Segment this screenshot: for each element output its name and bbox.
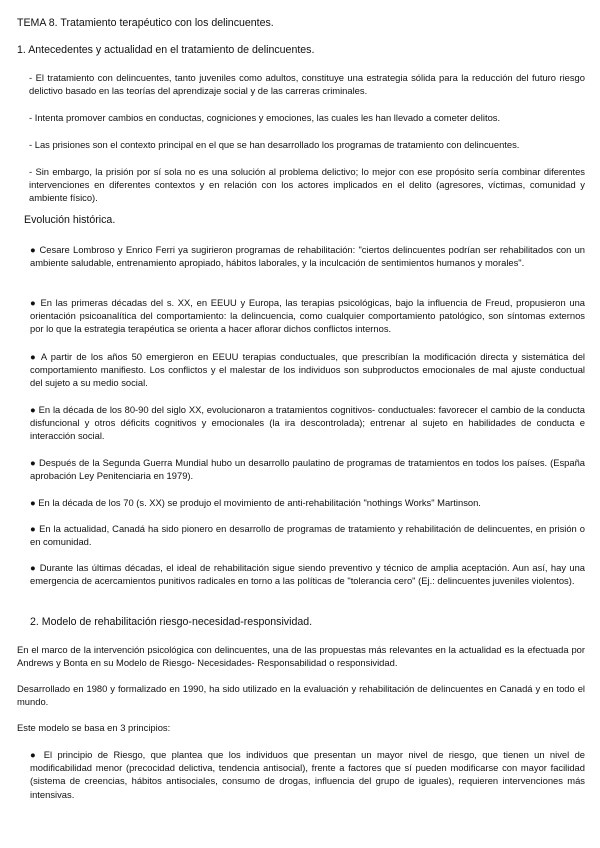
- body-paragraph: En el marco de la intervención psicológica con delincuentes, una de las propuestas más relevantes en la actualidad es la efectuada por Andrews y Bonta en su Modelo de Riesgo- Necesidades- Responsabilidad o responsividad.: [17, 644, 585, 669]
- document-title: TEMA 8. Tratamiento terapéutico con los delincuentes.: [17, 17, 274, 29]
- history-bullet: ● A partir de los años 50 emergieron en EEUU terapias conductuales, que prescribían la modificación directa y sistemática del comportamiento manifiesto. Los conflictos y el malestar de los individuos son subproductos emocionales de mal ajuste conductual del sujeto a su medio social.: [30, 351, 585, 389]
- history-bullet: ● Cesare Lombroso y Enrico Ferri ya sugirieron programas de rehabilitación: "ciertos delincuentes podrían ser rehabilitados con un ambiente saludable, entrenamiento apropiado, hábitos laborales, y la inculcación de sentimientos humanos y morales".: [30, 244, 585, 269]
- history-bullet: ● En la actualidad, Canadá ha sido pionero en desarrollo de programas de tratamiento y rehabilitación de delincuentes, en prisión o en comunidad.: [30, 523, 585, 548]
- history-bullet: ● En las primeras décadas del s. XX, en EEUU y Europa, las terapias psicológicas, bajo la influencia de Freud, propusieron una orientación psicoanalítica del comportamiento: la delincuencia, como cualquier comportamiento patológico, son síntomas externos por lo que la estrategia terapéutica se orienta a hacer aflorar dichos conflictos internos.: [30, 297, 585, 335]
- history-bullet: ● En la década de los 70 (s. XX) se produjo el movimiento de anti-rehabilitación "nothings Works" Martinson.: [30, 497, 481, 508]
- section-heading-antecedentes: 1. Antecedentes y actualidad en el tratamiento de delincuentes.: [17, 44, 315, 56]
- history-bullet: ● Durante las últimas décadas, el ideal de rehabilitación sigue siendo preventivo y técnico de amplia aceptación. Aun así, hay una emergencia de acercamientos punitivos radicales en torno a las políticas de "tolerancia cero" (Ej.: delincuentes juveniles violentos).: [30, 562, 585, 587]
- section-heading-modelo: 2. Modelo de rehabilitación riesgo-necesidad-responsividad.: [30, 616, 313, 628]
- history-bullet: ● En la década de los 80-90 del siglo XX, evolucionaron a tratamientos cognitivos- conductuales: favorecer el cambio de la conducta disfuncional y otros déficits cognitivos y emocionales (la ira descontrolada); entrenar al sujeto en habilidades de conducta e interacción social.: [30, 404, 585, 442]
- body-paragraph: Desarrollado en 1980 y formalizado en 1990, ha sido utilizado en la evaluación y rehabilitación de delincuentes en Canadá y en todo el mundo.: [17, 683, 585, 708]
- body-paragraph: Este modelo se basa en 3 principios:: [17, 722, 171, 733]
- subsection-heading-evolucion: Evolución histórica.: [24, 214, 116, 226]
- intro-point: - Intenta promover cambios en conductas, cogniciones y emociones, las cuales les han llevado a cometer delitos.: [29, 112, 501, 123]
- intro-point: - Las prisiones son el contexto principal en el que se han desarrollado los programas de tratamiento con delincuentes.: [29, 139, 520, 150]
- intro-point: - Sin embargo, la prisión por sí sola no es una solución al problema delictivo; lo mejor con ese propósito sería combinar diferentes intervenciones en diferentes contextos y en relación con los actores implicados en el delito (agresores, víctimas, comunidad y ambiente físico).: [29, 166, 585, 204]
- history-bullet: ● Después de la Segunda Guerra Mundial hubo un desarrollo paulatino de programas de tratamientos en todos los países. (España aprobación Ley Penitenciaria en 1979).: [30, 457, 585, 482]
- principle-bullet: ● El principio de Riesgo, que plantea que los individuos que presentan un mayor nivel de riesgo, que tienen un nivel de modificabilidad menor (precocidad delictiva, tendencia antisocial), frente a factores que sí pueden modificarse con mayor facilidad (sistema de creencias, hábitos antisociales, consumo de drogas, influencia del grupo de iguales), requieren intervenciones más intensivas.: [30, 749, 585, 800]
- intro-point: - El tratamiento con delincuentes, tanto juveniles como adultos, constituye una estrategia sólida para la reducción del futuro riesgo delictivo basado en las teorías del aprendizaje social y de las carreras criminales.: [29, 72, 585, 97]
